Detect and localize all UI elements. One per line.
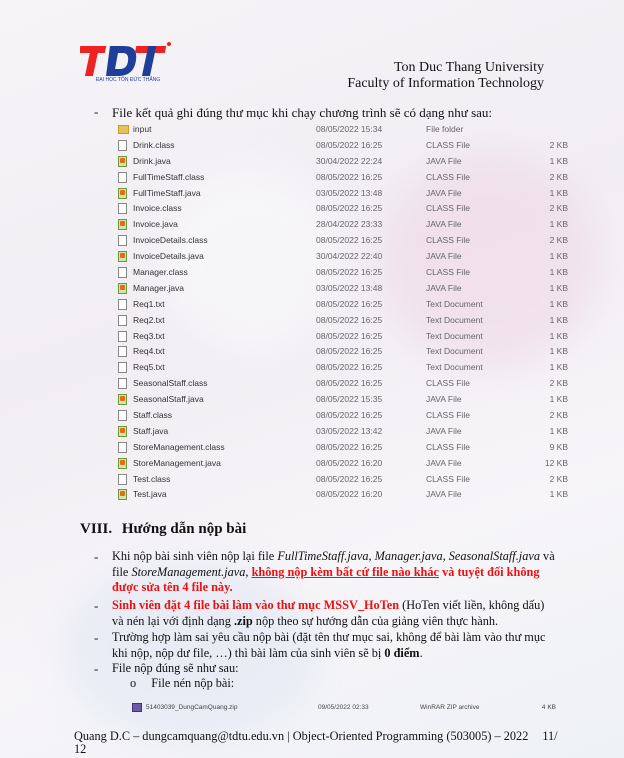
file-date: 08/05/2022 16:25 <box>316 235 383 246</box>
file-name: Req2.txt <box>133 314 165 325</box>
file-name: SeasonalStaff.java <box>133 394 204 405</box>
file-type: Text Document <box>426 330 483 341</box>
file-size: 1 KB <box>549 346 568 357</box>
java-file-icon <box>118 219 127 230</box>
section-title: Hướng dẫn nộp bài <box>121 521 247 537</box>
file-size: 2 KB <box>549 473 568 484</box>
file-date: 08/05/2022 16:25 <box>316 330 383 341</box>
file-row[interactable] <box>112 186 572 202</box>
file-row[interactable] <box>112 329 572 345</box>
file-date: 08/05/2022 16:25 <box>316 362 383 373</box>
file-date: 08/05/2022 16:25 <box>316 441 383 452</box>
file-size: 1 KB <box>549 298 568 309</box>
file-name: Invoice.class <box>133 203 182 214</box>
file-icon <box>118 410 127 421</box>
rule-1-comma: , <box>245 564 252 579</box>
file-date: 08/05/2022 16:25 <box>316 298 383 309</box>
file-size: 1 KB <box>549 314 568 325</box>
file-size: 12 KB <box>544 457 568 468</box>
logo-caption: ĐẠI HỌC TÔN ĐỨC THẮNG <box>95 77 161 83</box>
file-size: 2 KB <box>549 171 568 182</box>
file-icon <box>118 474 127 485</box>
file-date: 08/05/2022 16:20 <box>316 457 383 468</box>
file-name: InvoiceDetails.class <box>133 235 208 246</box>
section-number: VIII. <box>80 521 113 537</box>
file-row[interactable] <box>112 217 572 233</box>
rule-1-text-2: và file <box>112 549 555 579</box>
file-name: Req3.txt <box>133 330 165 341</box>
file-name: SeasonalStaff.class <box>133 378 208 389</box>
file-type: JAVA File <box>426 425 462 436</box>
file-type: CLASS File <box>426 267 470 278</box>
file-row[interactable] <box>112 138 572 154</box>
page-total: 12 <box>74 742 87 756</box>
submission-rule-1 <box>112 549 557 596</box>
file-name: Drink.class <box>133 139 175 150</box>
file-icon <box>118 378 127 389</box>
file-row[interactable] <box>112 472 572 488</box>
file-date: 30/04/2022 22:24 <box>316 155 383 166</box>
file-type: Text Document <box>426 362 483 373</box>
file-size: 1 KB <box>549 330 568 341</box>
file-name: Req4.txt <box>133 346 165 357</box>
file-icon <box>118 235 127 246</box>
file-date: 08/05/2022 16:20 <box>316 489 383 500</box>
file-date: 08/05/2022 16:25 <box>316 171 383 182</box>
file-type: CLASS File <box>426 171 470 182</box>
file-type: JAVA File <box>426 251 462 262</box>
file-row[interactable] <box>112 297 572 313</box>
sub-text: File nén nộp bài: <box>151 676 235 690</box>
file-row[interactable] <box>112 154 572 170</box>
zip-name: 51403039_DungCamQuang.zip <box>146 704 238 711</box>
file-type: Text Document <box>426 298 483 309</box>
intro-text: File kết quả ghi đúng thư mục khi chạy chương trình sẽ có dạng như sau: <box>112 105 493 120</box>
file-type: JAVA File <box>426 394 462 405</box>
file-row[interactable] <box>112 424 572 440</box>
file-name: Req5.txt <box>133 362 165 373</box>
page-number: 11/ <box>542 729 558 743</box>
file-row[interactable] <box>112 313 572 329</box>
file-row[interactable] <box>112 122 572 138</box>
file-row[interactable] <box>112 281 572 297</box>
file-type: CLASS File <box>426 441 470 452</box>
section-heading <box>80 521 246 538</box>
rule-2-zip: .zip <box>233 613 253 628</box>
file-type: CLASS File <box>426 410 470 421</box>
file-date: 03/05/2022 13:48 <box>316 282 383 293</box>
university-header <box>347 60 544 92</box>
file-date: 08/05/2022 16:25 <box>316 473 383 484</box>
file-icon <box>118 362 127 373</box>
file-date: 08/05/2022 15:34 <box>316 124 383 134</box>
file-icon <box>118 299 127 310</box>
university-logo <box>80 38 176 88</box>
rule-1-text: Khi nộp bài sinh viên nộp lại file <box>112 549 278 563</box>
file-icon <box>118 140 127 151</box>
submission-rule-2 <box>112 598 557 629</box>
file-row[interactable] <box>112 249 572 265</box>
file-date: 03/05/2022 13:48 <box>316 187 383 198</box>
rule-3-period: . <box>419 645 423 660</box>
file-size: 1 KB <box>549 155 568 166</box>
rule-1-files: FullTimeStaff.java, Manager.java, SeasonalStaff.java <box>277 549 540 563</box>
file-date: 08/05/2022 16:25 <box>316 410 383 421</box>
winrar-zip-icon <box>132 703 142 712</box>
sub-item <box>130 676 234 691</box>
file-row[interactable] <box>112 392 572 408</box>
rule-1-warning: và tuyệt đối không được sửa tên 4 file này. <box>112 564 540 594</box>
bullet-dash: - <box>94 598 99 613</box>
java-file-icon <box>118 251 127 262</box>
file-icon <box>118 442 127 453</box>
file-size: 2 KB <box>549 235 568 246</box>
faculty-name: Faculty of Information Technology <box>347 76 544 91</box>
file-row[interactable] <box>112 170 572 186</box>
file-size: 1 KB <box>549 251 568 262</box>
sub-marker: o <box>130 676 137 690</box>
file-size: 1 KB <box>549 219 568 230</box>
zip-file-row[interactable] <box>130 701 560 715</box>
file-row[interactable] <box>112 487 572 503</box>
file-type: JAVA File <box>426 489 462 500</box>
file-name: StoreManagement.java <box>133 457 221 468</box>
bullet-dash: - <box>94 104 99 119</box>
file-date: 08/05/2022 15:35 <box>316 394 383 405</box>
file-row[interactable] <box>112 408 572 424</box>
file-size: 1 KB <box>549 394 568 405</box>
file-name: Drink.java <box>133 155 171 166</box>
bullet-dash: - <box>94 630 99 645</box>
file-size: 2 KB <box>549 203 568 214</box>
file-type: CLASS File <box>426 473 470 484</box>
file-type: JAVA File <box>426 219 462 230</box>
file-date: 28/04/2022 23:33 <box>316 219 383 230</box>
rule-1-file-store: StoreManagement.java <box>131 564 246 579</box>
file-row[interactable] <box>112 233 572 249</box>
rule-2-text: (HoTen viết liền, không dấu) và nén lại với định dạng <box>112 598 545 628</box>
file-row[interactable] <box>112 265 572 281</box>
bullet-dash: - <box>94 661 99 676</box>
file-name: input <box>133 124 152 134</box>
file-size: 1 KB <box>549 267 568 278</box>
file-type: JAVA File <box>426 282 462 293</box>
file-date: 08/05/2022 16:25 <box>316 378 383 389</box>
file-icon <box>118 331 127 342</box>
java-file-icon <box>118 188 127 199</box>
university-name: Ton Duc Thang University <box>393 60 544 75</box>
file-row[interactable] <box>112 344 572 360</box>
file-name: Staff.class <box>133 410 173 421</box>
file-date: 03/05/2022 13:42 <box>316 425 383 436</box>
file-size: 1 KB <box>549 282 568 293</box>
file-row[interactable] <box>112 440 572 456</box>
file-date: 08/05/2022 16:25 <box>316 314 383 325</box>
java-file-icon <box>118 156 127 167</box>
file-name: FullTimeStaff.class <box>133 171 205 182</box>
file-icon <box>118 346 127 357</box>
file-row[interactable] <box>112 360 572 376</box>
file-name: Test.java <box>133 489 167 500</box>
file-icon <box>118 172 127 183</box>
file-type: CLASS File <box>426 203 470 214</box>
file-size: 2 KB <box>549 410 568 421</box>
file-row[interactable] <box>112 456 572 472</box>
file-icon <box>118 267 127 278</box>
file-type: CLASS File <box>426 139 470 150</box>
file-size: 1 KB <box>549 489 568 500</box>
submission-rule-4: File nộp đúng sẽ như sau: <box>112 661 239 675</box>
zip-size: 4 KB <box>541 704 556 711</box>
folder-icon <box>118 125 129 134</box>
bullet-dash: - <box>94 549 99 564</box>
file-row[interactable] <box>112 376 572 392</box>
java-file-icon <box>118 489 127 500</box>
file-type: File folder <box>426 124 464 134</box>
java-file-icon <box>118 394 127 405</box>
file-type: CLASS File <box>426 235 470 246</box>
file-name: Manager.java <box>133 282 185 293</box>
file-type: Text Document <box>426 346 483 357</box>
file-name: FullTimeStaff.java <box>133 187 201 198</box>
file-name: Invoice.java <box>133 219 178 230</box>
file-name: Test.class <box>133 473 171 484</box>
file-size: 1 KB <box>549 187 568 198</box>
file-date: 08/05/2022 16:25 <box>316 346 383 357</box>
submission-rule-3 <box>112 630 557 661</box>
file-name: StoreManagement.class <box>133 441 225 452</box>
file-size: 1 KB <box>549 362 568 373</box>
file-type: JAVA File <box>426 457 462 468</box>
file-size: 2 KB <box>549 139 568 150</box>
rule-3-zero-score: 0 điểm <box>384 645 420 660</box>
file-type: CLASS File <box>426 378 470 389</box>
java-file-icon <box>118 426 127 437</box>
file-type: JAVA File <box>426 187 462 198</box>
file-date: 08/05/2022 16:25 <box>316 203 383 214</box>
rule-3-text: Trường hợp làm sai yêu cầu nộp bài (đặt tên thư mục sai, không để bài làm vào thư mục khi nộp, nộp dư file, …) thì bài làm của sinh viên sẽ bị <box>112 630 546 660</box>
zip-date: 09/05/2022 02:33 <box>318 704 369 711</box>
file-name: Manager.class <box>133 267 188 278</box>
rule-1-warning-underlined: không nộp kèm bất cứ file nào khác <box>251 564 440 579</box>
file-icon <box>118 203 127 214</box>
rule-2-text-2: nộp theo sự hướng dẫn của giảng viên thực hành. <box>252 613 499 628</box>
footer-text: Quang D.C – dungcamquang@tdtu.edu.vn | Object-Oriented Programming (503005) – 2022 <box>74 729 529 743</box>
java-file-icon <box>118 283 127 294</box>
file-icon <box>118 315 127 326</box>
file-type: Text Document <box>426 314 483 325</box>
file-date: 08/05/2022 16:25 <box>316 267 383 278</box>
file-listing <box>112 122 572 503</box>
file-size: 1 KB <box>549 425 568 436</box>
file-size: 2 KB <box>549 378 568 389</box>
java-file-icon <box>118 458 127 469</box>
file-date: 30/04/2022 22:40 <box>316 251 383 262</box>
zip-type: WinRAR ZIP archive <box>420 704 480 711</box>
file-name: Staff.java <box>133 425 169 436</box>
file-type: JAVA File <box>426 155 462 166</box>
file-row[interactable] <box>112 201 572 217</box>
file-date: 08/05/2022 16:25 <box>316 139 383 150</box>
file-name: Req1.txt <box>133 298 165 309</box>
rule-2-warning: Sinh viên đặt 4 file bài làm vào thư mục MSSV_HoTen <box>112 598 400 612</box>
file-size: 9 KB <box>549 441 568 452</box>
file-name: InvoiceDetails.java <box>133 251 204 262</box>
page-footer <box>74 729 558 756</box>
